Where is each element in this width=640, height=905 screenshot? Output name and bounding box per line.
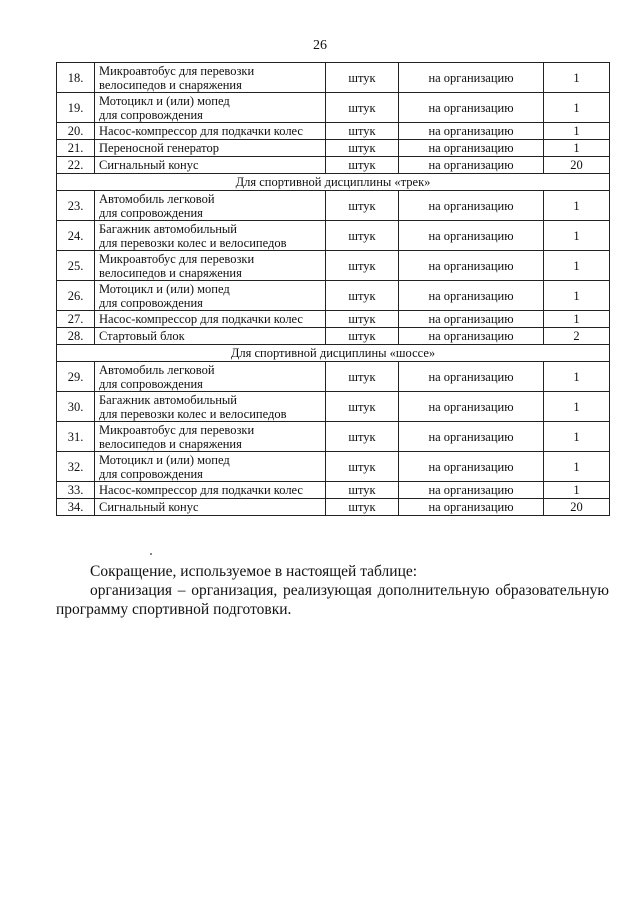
table-row: [57, 452, 610, 482]
quantity: 1: [544, 191, 610, 221]
item-name-line: для сопровождения: [99, 376, 203, 391]
calculation-basis: на организацию: [399, 93, 544, 123]
item-name-line: Микроавтобус для перевозки: [99, 422, 255, 437]
item-name-line: для перевозки колес и велосипедов: [99, 235, 287, 250]
row-number: 27.: [57, 311, 95, 328]
item-name: [95, 362, 326, 392]
quantity: 1: [544, 392, 610, 422]
unit-of-measure: штук: [326, 157, 399, 174]
item-name-line: Мотоцикл и (или) мопед: [99, 93, 230, 108]
item-name-line: Автомобиль легковой: [99, 362, 215, 377]
table-row: [57, 422, 610, 452]
quantity: 1: [544, 281, 610, 311]
calculation-basis: на организацию: [399, 63, 544, 93]
row-number: 26.: [57, 281, 95, 311]
calculation-basis: на организацию: [399, 221, 544, 251]
calculation-basis: на организацию: [399, 123, 544, 140]
calculation-basis: на организацию: [399, 452, 544, 482]
table-row: [57, 311, 610, 328]
quantity: 1: [544, 422, 610, 452]
calculation-basis: на организацию: [399, 482, 544, 499]
row-number: 33.: [57, 482, 95, 499]
item-name-line: Багажник автомобильный: [99, 392, 237, 407]
quantity: 2: [544, 328, 610, 345]
row-number: 28.: [57, 328, 95, 345]
section-header-row: [57, 174, 610, 191]
calculation-basis: на организацию: [399, 328, 544, 345]
section-header-row: [57, 345, 610, 362]
note-title: Сокращение, используемое в настоящей таблице:: [90, 563, 418, 580]
quantity: 1: [544, 93, 610, 123]
quantity: 20: [544, 157, 610, 174]
quantity: 1: [544, 311, 610, 328]
calculation-basis: на организацию: [399, 499, 544, 516]
row-number: 30.: [57, 392, 95, 422]
item-name-line: Насос-компрессор для подкачки колес: [99, 124, 303, 138]
row-number: 29.: [57, 362, 95, 392]
quantity: 1: [544, 482, 610, 499]
table-row: [57, 63, 610, 93]
row-number: 21.: [57, 140, 95, 157]
item-name: [95, 452, 326, 482]
unit-of-measure: штук: [326, 311, 399, 328]
unit-of-measure: штук: [326, 191, 399, 221]
table-row: [57, 392, 610, 422]
unit-of-measure: штук: [326, 93, 399, 123]
item-name: [95, 422, 326, 452]
calculation-basis: на организацию: [399, 311, 544, 328]
unit-of-measure: штук: [326, 392, 399, 422]
quantity: 1: [544, 251, 610, 281]
unit-of-measure: штук: [326, 328, 399, 345]
item-name: [95, 499, 326, 516]
quantity: 1: [544, 452, 610, 482]
item-name: [95, 140, 326, 157]
table-row: [57, 362, 610, 392]
table-row: [57, 251, 610, 281]
table-row: [57, 123, 610, 140]
unit-of-measure: штук: [326, 63, 399, 93]
table-row: [57, 499, 610, 516]
item-name: [95, 93, 326, 123]
row-number: 25.: [57, 251, 95, 281]
calculation-basis: на организацию: [399, 422, 544, 452]
item-name-line: Багажник автомобильный: [99, 221, 237, 236]
note-body: организация – организация, реализующая дополнительную образовательную программу спортивной подготовки.: [56, 582, 609, 618]
item-name-line: Сигнальный конус: [99, 500, 199, 514]
quantity: 1: [544, 140, 610, 157]
item-name-line: велосипедов и снаряжения: [99, 77, 242, 92]
abbreviation-note: [56, 562, 609, 619]
row-number: 22.: [57, 157, 95, 174]
item-name-line: Микроавтобус для перевозки: [99, 251, 255, 266]
table-row: [57, 157, 610, 174]
row-number: 32.: [57, 452, 95, 482]
row-number: 18.: [57, 63, 95, 93]
calculation-basis: на организацию: [399, 251, 544, 281]
unit-of-measure: штук: [326, 251, 399, 281]
item-name: [95, 482, 326, 499]
calculation-basis: на организацию: [399, 191, 544, 221]
scan-dot: [150, 553, 152, 555]
item-name-line: Мотоцикл и (или) мопед: [99, 452, 230, 467]
row-number: 23.: [57, 191, 95, 221]
table-row: [57, 93, 610, 123]
quantity: 1: [544, 362, 610, 392]
unit-of-measure: штук: [326, 123, 399, 140]
unit-of-measure: штук: [326, 422, 399, 452]
item-name-line: велосипедов и снаряжения: [99, 436, 242, 451]
item-name-line: Автомобиль легковой: [99, 191, 215, 206]
table-row: [57, 281, 610, 311]
calculation-basis: на организацию: [399, 362, 544, 392]
item-name: [95, 281, 326, 311]
item-name: [95, 221, 326, 251]
table-row: [57, 140, 610, 157]
item-name: [95, 392, 326, 422]
row-number: 34.: [57, 499, 95, 516]
section-title: Для спортивной дисциплины «трек»: [57, 174, 610, 191]
page-number: 26: [313, 38, 327, 53]
quantity: 1: [544, 123, 610, 140]
row-number: 31.: [57, 422, 95, 452]
calculation-basis: на организацию: [399, 140, 544, 157]
item-name-line: для перевозки колес и велосипедов: [99, 406, 287, 421]
table-row: [57, 482, 610, 499]
row-number: 24.: [57, 221, 95, 251]
equipment-table: [56, 62, 610, 516]
item-name-line: Стартовый блок: [99, 329, 185, 343]
item-name: [95, 191, 326, 221]
row-number: 20.: [57, 123, 95, 140]
item-name: [95, 328, 326, 345]
quantity: 1: [544, 63, 610, 93]
calculation-basis: на организацию: [399, 157, 544, 174]
item-name-line: для сопровождения: [99, 205, 203, 220]
item-name-line: велосипедов и снаряжения: [99, 265, 242, 280]
item-name: [95, 311, 326, 328]
item-name-line: для сопровождения: [99, 107, 203, 122]
calculation-basis: на организацию: [399, 392, 544, 422]
row-number: 19.: [57, 93, 95, 123]
item-name-line: Мотоцикл и (или) мопед: [99, 281, 230, 296]
unit-of-measure: штук: [326, 499, 399, 516]
quantity: 20: [544, 499, 610, 516]
item-name: [95, 157, 326, 174]
section-title: Для спортивной дисциплины «шоссе»: [57, 345, 610, 362]
table-row: [57, 191, 610, 221]
equipment-table-body: [57, 63, 610, 516]
item-name: [95, 123, 326, 140]
unit-of-measure: штук: [326, 482, 399, 499]
item-name-line: для сопровождения: [99, 295, 203, 310]
unit-of-measure: штук: [326, 362, 399, 392]
item-name: [95, 251, 326, 281]
item-name-line: Переносной генератор: [99, 141, 219, 155]
item-name-line: Сигнальный конус: [99, 158, 199, 172]
calculation-basis: на организацию: [399, 281, 544, 311]
item-name-line: для сопровождения: [99, 466, 203, 481]
unit-of-measure: штук: [326, 140, 399, 157]
quantity: 1: [544, 221, 610, 251]
unit-of-measure: штук: [326, 452, 399, 482]
table-row: [57, 221, 610, 251]
unit-of-measure: штук: [326, 221, 399, 251]
item-name-line: Насос-компрессор для подкачки колес: [99, 483, 303, 497]
item-name-line: Микроавтобус для перевозки: [99, 63, 255, 78]
table-row: [57, 328, 610, 345]
item-name-line: Насос-компрессор для подкачки колес: [99, 312, 303, 326]
unit-of-measure: штук: [326, 281, 399, 311]
item-name: [95, 63, 326, 93]
